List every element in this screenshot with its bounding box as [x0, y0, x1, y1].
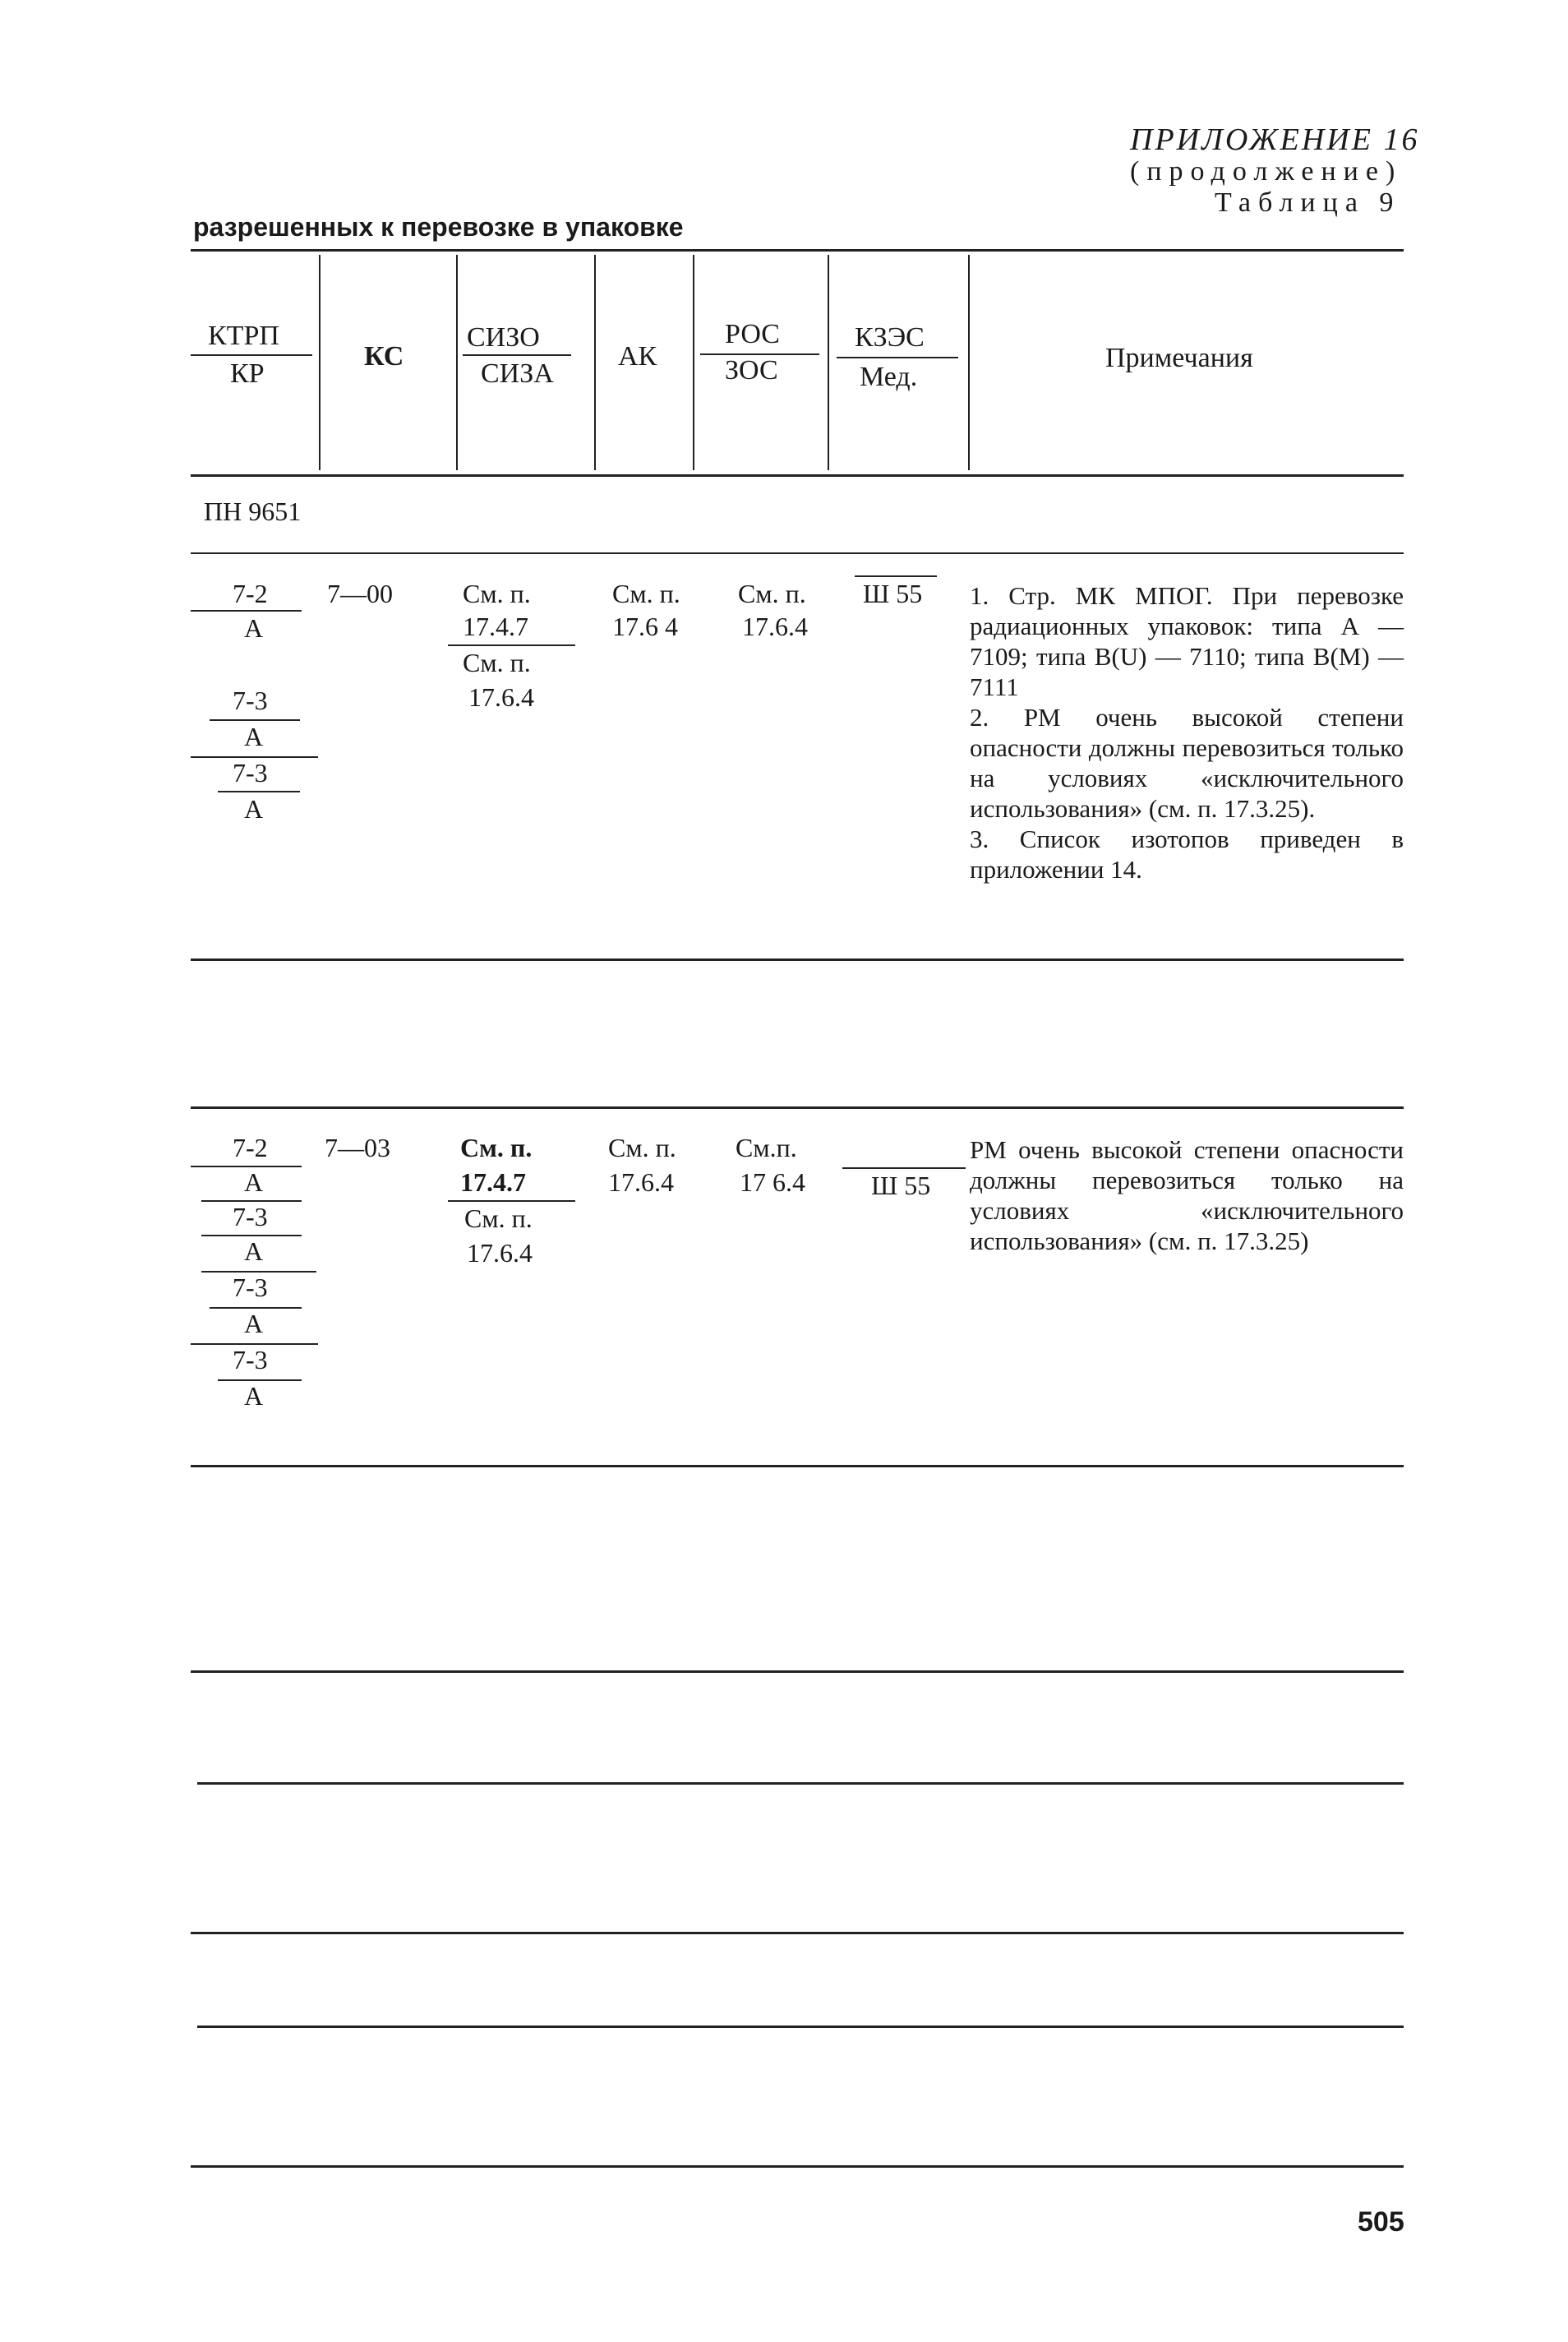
- column-divider: [828, 255, 829, 470]
- kr-value: А: [244, 722, 264, 751]
- ktrp-value: 7-2: [233, 579, 268, 608]
- column-header-ktrp: КТРП: [208, 321, 279, 351]
- column-header-notes: Примечания: [1105, 343, 1253, 373]
- header-bottom-rule: [191, 474, 1404, 477]
- table-subtitle: разрешенных к перевозке в упаковке: [193, 212, 684, 242]
- row-separator: [191, 1670, 1404, 1673]
- ak-text: См. п.: [612, 579, 680, 608]
- kr-value: А: [244, 1381, 264, 1411]
- row-separator: [191, 1465, 1404, 1467]
- row-separator: [191, 1106, 1404, 1109]
- ktrp-value: 7-3: [233, 758, 268, 788]
- column-header-zos: ЗОС: [725, 355, 778, 386]
- column-header-kr: КР: [230, 358, 265, 389]
- ros-text: См.п.: [736, 1133, 797, 1162]
- continuation-label: (продолжение): [1130, 156, 1403, 187]
- fraction-bar: [842, 1167, 966, 1169]
- kr-value: А: [244, 1236, 264, 1266]
- siza-text: См. п.: [463, 648, 531, 677]
- column-divider: [968, 255, 970, 470]
- sizo-ref: 17.4.7: [463, 612, 528, 641]
- page-number: 505: [1358, 2206, 1404, 2238]
- ak-ref: 17.6.4: [608, 1167, 674, 1197]
- column-header-ak: АК: [618, 341, 657, 372]
- row2-notes: [970, 1134, 1404, 1256]
- fraction-bar: [191, 354, 312, 356]
- sizo-text: См. п.: [460, 1133, 533, 1162]
- column-header-sizo: СИЗО: [467, 322, 540, 353]
- row-separator: [191, 1932, 1404, 1934]
- column-header-ros: РОС: [725, 319, 780, 349]
- ak-text: См. п.: [608, 1133, 676, 1162]
- fraction-bar: [855, 575, 937, 577]
- fraction-bar: [837, 357, 958, 358]
- column-header-med: Мед.: [860, 362, 918, 392]
- note-item: 1. Стр. МК МПОГ. При перевозке радиационных упаковок: типа А — 7109; типа В(U) — 7110; типа В(М) — 7111: [970, 581, 1404, 701]
- fraction-bar: [448, 1200, 575, 1202]
- kr-value: А: [244, 794, 264, 824]
- row1-notes: [970, 580, 1404, 885]
- kr-value: А: [244, 1167, 264, 1197]
- fraction-bar: [448, 644, 575, 646]
- note-item: РМ очень высокой степени опасности должны перевозиться только на условиях «исключительного использования» (см. п. 17.3.25): [970, 1135, 1404, 1255]
- column-header-siza: СИЗА: [481, 358, 554, 389]
- ktrp-value: 7-3: [233, 686, 268, 715]
- ak-ref: 17.6 4: [612, 612, 678, 641]
- column-divider: [319, 255, 321, 470]
- fraction-bar: [218, 791, 300, 792]
- ros-ref: 17 6.4: [740, 1167, 805, 1197]
- row-separator: [197, 1782, 1404, 1785]
- column-divider: [456, 255, 458, 470]
- kzes-value: Ш 55: [871, 1171, 931, 1200]
- note-item: 2. РМ очень высокой степени опасности должны перевозиться только на условиях «исключительного использования» (см. п. 17.3.25).: [970, 703, 1404, 823]
- row-separator: [191, 959, 1404, 961]
- note-item: 3. Список изотопов приведен в приложении 14.: [970, 825, 1404, 884]
- ktrp-value: 7-3: [233, 1273, 268, 1302]
- column-divider: [693, 255, 694, 470]
- kr-value: А: [244, 613, 264, 643]
- section-label: ПН 9651: [204, 497, 302, 526]
- kzes-value: Ш 55: [863, 579, 923, 608]
- ks-value: 7—03: [325, 1133, 390, 1162]
- ros-text: См. п.: [738, 579, 806, 608]
- sizo-ref: 17.4.7: [460, 1167, 526, 1197]
- column-header-kzes: КЗЭС: [855, 322, 925, 353]
- siza-ref: 17.6.4: [467, 1238, 533, 1268]
- row-separator: [191, 2165, 1404, 2168]
- fraction-bar: [210, 719, 300, 721]
- table-label: Таблица 9: [1215, 187, 1401, 218]
- sizo-text: См. п.: [463, 579, 531, 608]
- ros-ref: 17.6.4: [742, 612, 808, 641]
- appendix-title: ПРИЛОЖЕНИЕ 16: [1130, 122, 1420, 157]
- ks-value: 7—00: [327, 579, 393, 608]
- siza-text: См. п.: [464, 1203, 533, 1233]
- siza-ref: 17.6.4: [468, 682, 534, 712]
- ktrp-value: 7-3: [233, 1345, 268, 1374]
- column-header-ks: КС: [364, 341, 404, 372]
- fraction-bar: [463, 354, 571, 356]
- column-divider: [594, 255, 596, 470]
- table-top-rule: [191, 249, 1404, 252]
- row-separator: [197, 2026, 1404, 2028]
- ktrp-value: 7-3: [233, 1202, 268, 1231]
- kr-value: А: [244, 1309, 264, 1338]
- fraction-bar: [191, 610, 302, 612]
- ktrp-value: 7-2: [233, 1133, 268, 1162]
- section-rule: [191, 552, 1404, 554]
